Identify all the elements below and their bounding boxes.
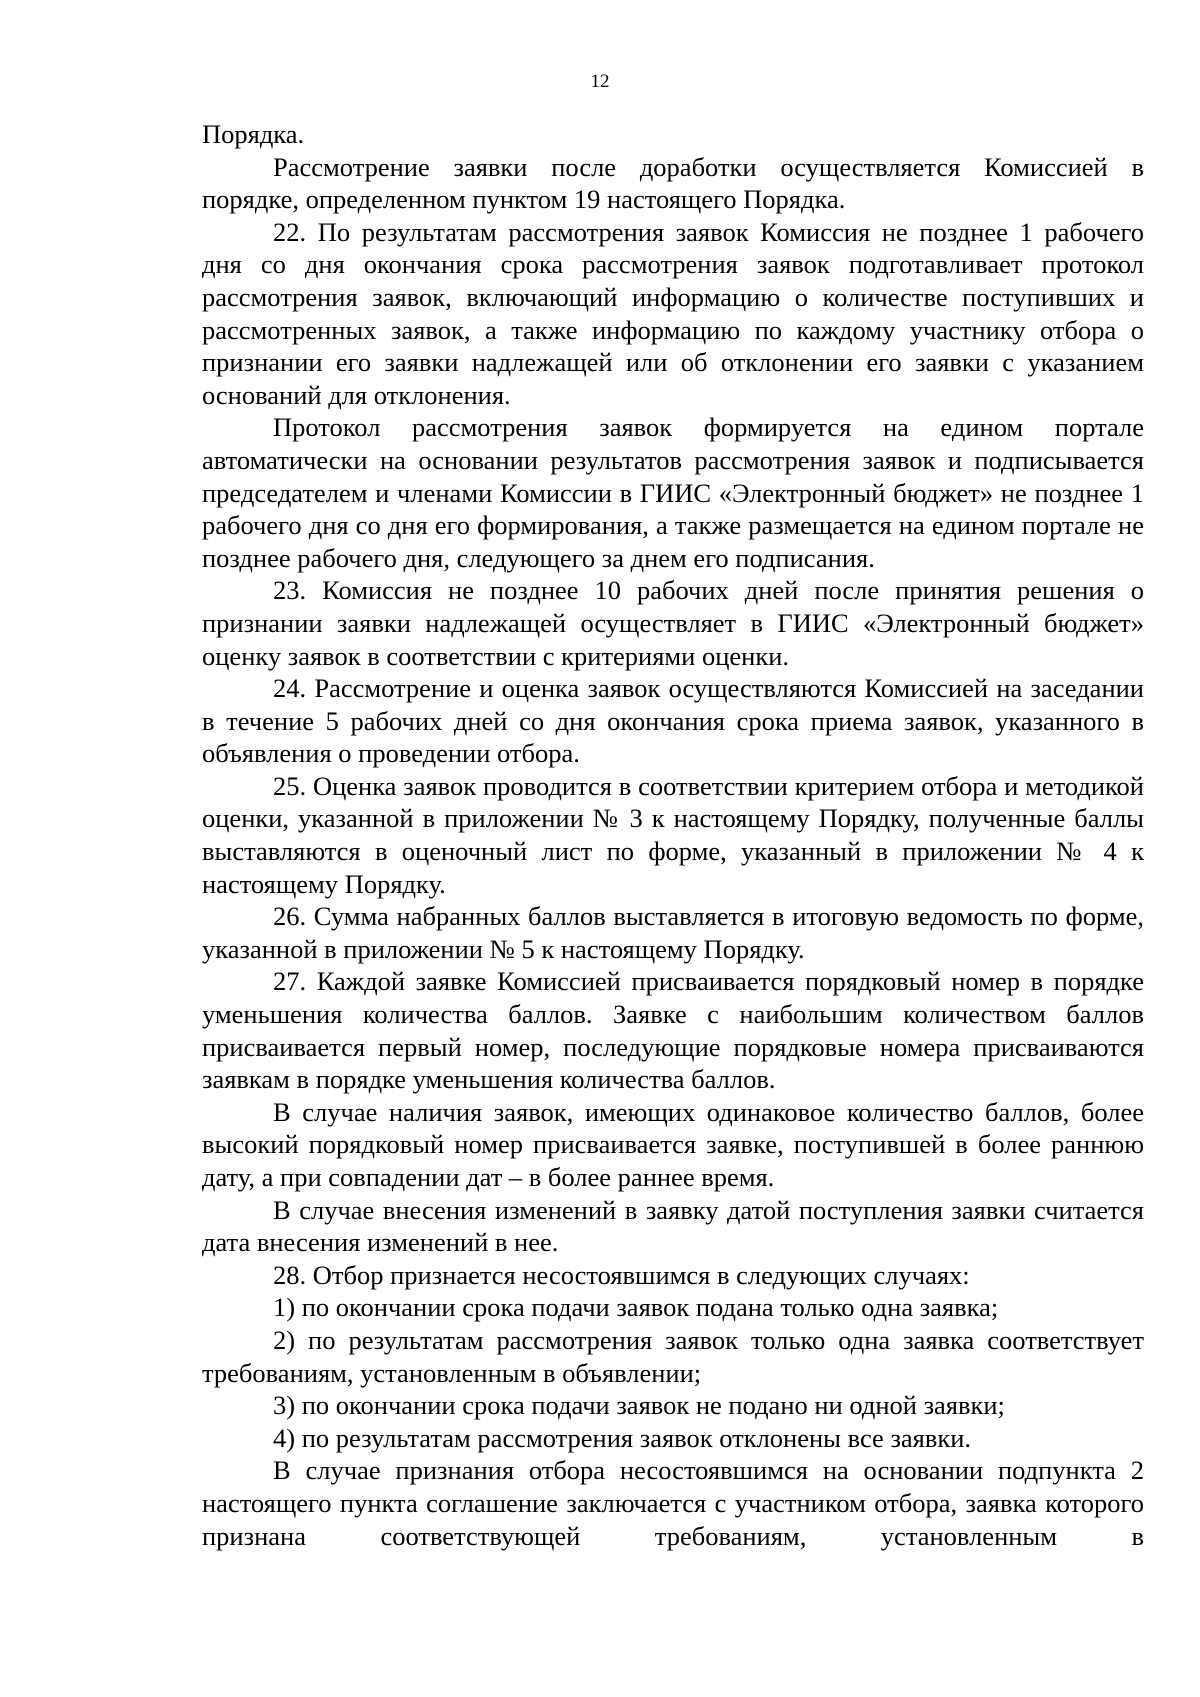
paragraph-item-22: 22. По результатам рассмотрения заявок Комиссия не позднее 1 рабочего дня со дня окончания срока рассмотрения заявок подготавливает протокол рассмотрения заявок, включающий информацию о количестве поступивших и рассмотренных заявок, а также информацию по каждому участнику отбора о признании его заявки надлежащей или об отклонении его заявки с указанием оснований для отклонения. [202, 216, 1144, 410]
document-body [202, 118, 1144, 1552]
paragraph-changes-date: В случае внесения изменений в заявку датой поступления заявки считается дата внесения изменений в нее. [202, 1194, 1144, 1258]
paragraph-item-28: 28. Отбор признается несостоявшимся в следующих случаях: [273, 1259, 970, 1290]
paragraph-equal-scores: В случае наличия заявок, имеющих одинаковое количество баллов, более высокий порядковый номер присваивается заявке, поступившей в более раннюю дату, а при совпадении дат – в более раннее время. [202, 1096, 1144, 1192]
paragraph-failed-selection: В случае признания отбора несостоявшимся на основании подпункта 2 настоящего пункта соглашение заключается с участником отбора, заявка которого признана соответствующей требованиям, установленным в [202, 1455, 1144, 1551]
list-item-1: 1) по окончании срока подачи заявок подана только одна заявка; [273, 1292, 999, 1323]
paragraph-item-26: 26. Сумма набранных баллов выставляется в итоговую ведомость по форме, указанной в приложении № 5 к настоящему Порядку. [202, 901, 1144, 964]
paragraph-protocol: Протокол рассмотрения заявок формируется на едином портале автоматически на основании результатов рассмотрения заявок и подписывается председателем и членами Комиссии в ГИИС «Электронный бюджет» не позднее 1 рабочего дня со дня его формирования, а также размещается на едином портале не позднее рабочего дня, следующего за днем его подписания. [202, 412, 1144, 573]
paragraph-item-23: 23. Комиссия не позднее 10 рабочих дней после принятия решения о признании заявки надлежащей осуществляет в ГИИС «Электронный бюджет» оценку заявок в соответствии с критериями оценки. [202, 575, 1144, 671]
list-item-3: 3) по окончании срока подачи заявок не подано ни одной заявки; [273, 1390, 1005, 1421]
paragraph-item-27: 27. Каждой заявке Комиссией присваивается порядковый номер в порядке уменьшения количества баллов. Заявке с наибольшим количеством баллов присваивается первый номер, последующие порядковые номера присваиваются заявкам в порядке уменьшения количества баллов. [202, 966, 1144, 1095]
list-item-4: 4) по результатам рассмотрения заявок отклонены все заявки. [273, 1422, 972, 1453]
paragraph-continuation: Порядка. [202, 119, 305, 149]
paragraph-item-25: 25. Оценка заявок проводится в соответствии критерием отбора и методикой оценки, указанной в приложении № 3 к настоящему Порядку, полученные баллы выставляются в оценочный лист по форме, указанный в приложении № 4 к настоящему Порядку. [202, 770, 1144, 899]
paragraph-item-24: 24. Рассмотрение и оценка заявок осуществляются Комиссией на заседании в течение 5 рабочих дней со дня окончания срока приема заявок, указанного в объявления о проведении отбора. [202, 673, 1144, 769]
list-item-2: 2) по результатам рассмотрения заявок только одна заявка соответствует требованиям, установленным в объявлении; [202, 1324, 1144, 1388]
paragraph-review-after-revision: Рассмотрение заявки после доработки осуществляется Комиссией в порядке, определенном пунктом 19 настоящего Порядка. [202, 151, 1144, 215]
page-number: 12 [590, 71, 610, 92]
